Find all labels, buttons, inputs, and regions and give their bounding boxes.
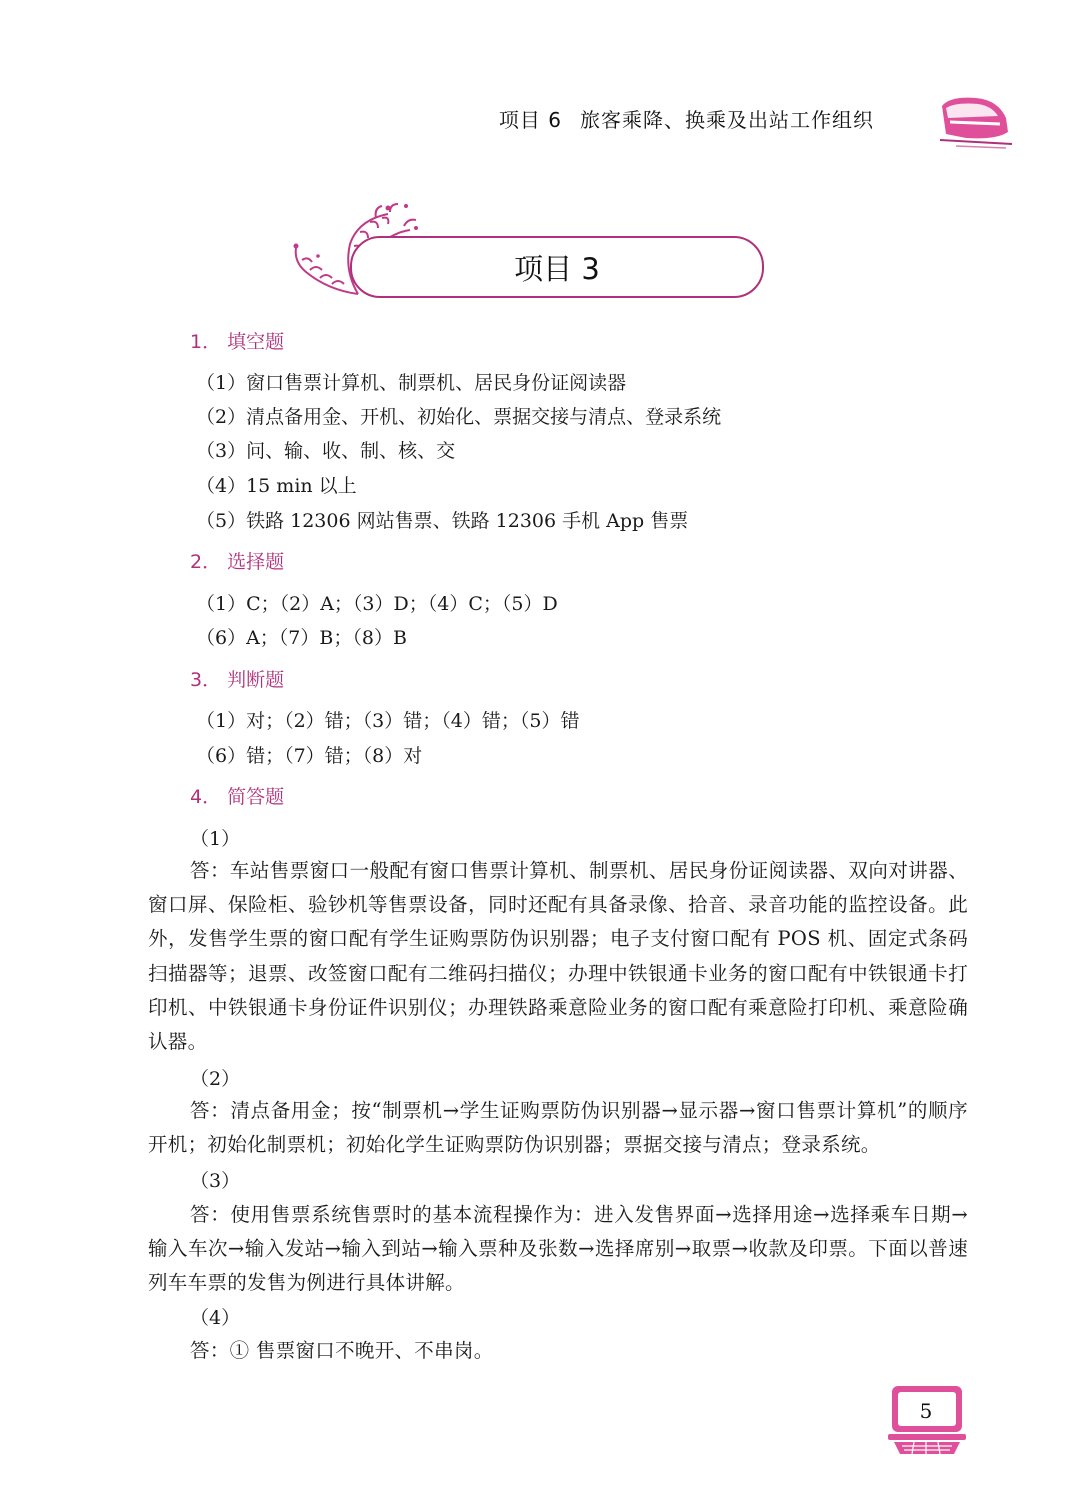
section-title: 判断题 (227, 669, 285, 691)
section-title: 选择题 (227, 551, 285, 573)
question-label: （1） (190, 828, 241, 850)
question-label: （3） (190, 1170, 241, 1192)
answer-line: （4）15 min 以上 (196, 475, 357, 497)
answer-paragraph: 答：清点备用金；按“制票机→学生证购票防伪识别器→显示器→窗口售票计算机”的顺序开机；初始化制票机；初始化学生证购票防伪识别器；票据交接与清点；登录系统。 (148, 1099, 968, 1157)
header-title: 旅客乘降、换乘及出站工作组织 (580, 108, 874, 132)
running-header (499, 104, 874, 133)
section-heading-fill-blank (190, 327, 284, 354)
header-project-number: 项目 6 (498, 108, 562, 132)
answer-paragraph: 答：车站售票窗口一般配有窗口售票计算机、制票机、居民身份证阅读器、双向对讲器、窗口屏、保险柜、验钞机等售票设备，同时还配有具备录像、拾音、录音功能的监控设备。此外，发售学生票的窗口配有学生证购票防伪识别器；电子支付窗口配有 POS 机、固定式条码扫描器等；退票、改签窗口配有二维码扫描仪；办理中铁银通卡业务的窗口配有中铁银通卡打印机、中铁银通卡身份证件识别仪；办理铁路乘意险业务的窗口配有乘意险打印机、乘意险确认器。 (148, 859, 968, 1054)
question-label: （4） (190, 1307, 241, 1329)
page-number: 5 (919, 1399, 933, 1423)
section-heading-short-answer (190, 782, 284, 809)
chapter-title-banner (288, 200, 768, 304)
section-title: 填空题 (227, 331, 285, 353)
answer-line: （1）C；（2）A；（3）D；（4）C；（5）D (196, 593, 558, 615)
answer-line: （1）对；（2）错；（3）错；（4）错；（5）错 (196, 710, 580, 732)
section-number: 4． (190, 786, 222, 808)
section-title: 简答题 (227, 786, 285, 808)
answer-line: （3）问、输、收、制、核、交 (196, 440, 456, 462)
answer-line: （1）窗口售票计算机、制票机、居民身份证阅读器 (196, 372, 627, 394)
answer-line: （5）铁路 12306 网站售票、铁路 12306 手机 App 售票 (196, 510, 689, 532)
answer-line: （6）A；（7）B；（8）B (196, 627, 407, 649)
question-label: （2） (190, 1068, 241, 1090)
train-logo-icon (936, 92, 1016, 152)
answer-line: （6）错；（7）错；（8）对 (196, 745, 423, 767)
section-heading-true-false (190, 665, 284, 692)
section-heading-multiple-choice (190, 547, 284, 574)
answer-line: （2）清点备用金、开机、初始化、票据交接与清点、登录系统 (196, 406, 722, 428)
chapter-title: 项目 3 (514, 251, 600, 286)
section-number: 2． (190, 551, 222, 573)
section-number: 3． (190, 669, 222, 691)
answer-paragraph: 答：使用售票系统售票时的基本流程操作为：进入发售界面→选择用途→选择乘车日期→输入车次→输入发站→输入到站→输入票种及张数→选择席别→取票→收款及印票。下面以普速列车车票的发售为例进行具体讲解。 (148, 1203, 968, 1295)
section-number: 1． (190, 331, 222, 353)
answer-paragraph: 答：① 售票窗口不晚开、不串岗。 (190, 1339, 494, 1362)
